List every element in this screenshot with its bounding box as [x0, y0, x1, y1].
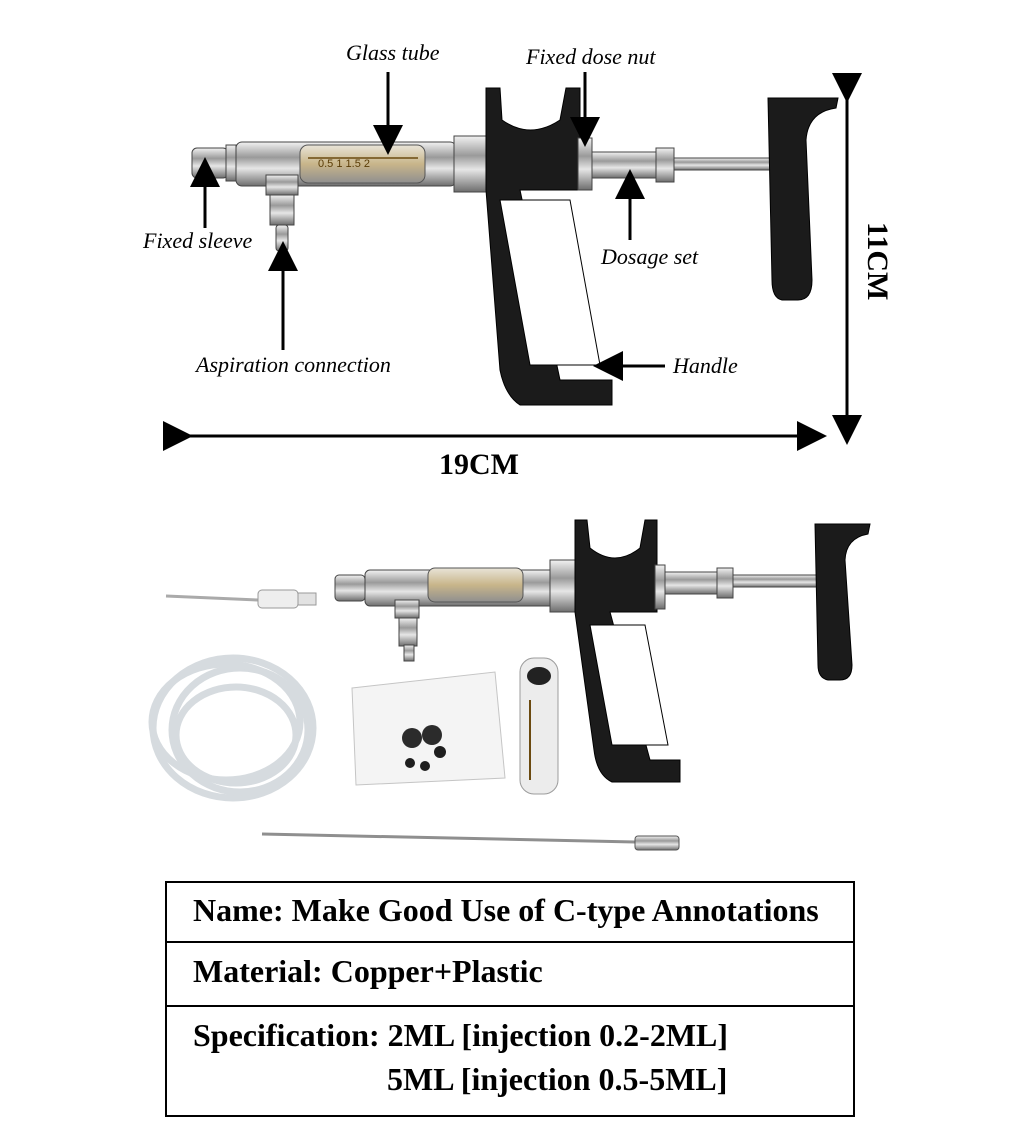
spare-parts-bag: [352, 672, 505, 785]
short-needle: [166, 590, 316, 608]
aspiration-connection-label: Aspiration connection: [196, 352, 391, 377]
spec-material: Material: Copper+Plastic: [193, 953, 543, 989]
handle-label: Handle: [673, 353, 738, 378]
spec-row-material: [167, 943, 853, 1007]
dosage-set-label: Dosage set: [601, 244, 699, 269]
spec-specification-line2: 5ML [injection 0.5-5ML]: [387, 1061, 728, 1097]
fixed-sleeve-label: Fixed sleeve: [143, 228, 253, 253]
kit-contents: [152, 520, 870, 850]
spec-specification-line1: Specification: 2ML [injection 0.2-2ML]: [193, 1017, 729, 1053]
spare-glass-tube: [520, 658, 558, 794]
spec-name: Name: Make Good Use of C-type Annotations: [193, 892, 819, 928]
height-dimension-label: 11CM: [861, 222, 894, 301]
glass-tube-scale: 0.5 1 1.5 2: [318, 158, 370, 170]
fixed-dose-nut-label: Fixed dose nut: [526, 44, 656, 69]
glass-tube-label: Glass tube: [346, 40, 440, 65]
width-dimension-label: 19CM: [439, 448, 519, 481]
spec-row-specification: [167, 1007, 853, 1117]
spec-table: [165, 881, 855, 1117]
spec-row-name: [167, 883, 853, 943]
coiled-tubing: [152, 658, 313, 798]
long-needle: [262, 834, 679, 850]
